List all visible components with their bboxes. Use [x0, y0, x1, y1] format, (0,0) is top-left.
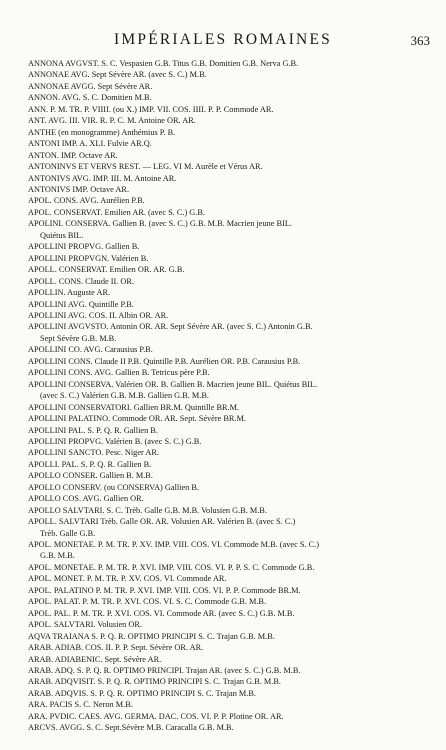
entry-line: APOLLINI AVGVSTO. Antonin OR. AR. Sept Sévère AR. (avec S. C.) Antonin G.B.	[28, 322, 313, 332]
entry-line: APOLLINI PROPVGN. Valérien B.	[28, 253, 149, 263]
entry-line: ARA. PACIS S. C. Neron M.B.	[28, 700, 133, 710]
entry-line: APOLL. CONS. Claude II. OR.	[28, 276, 135, 286]
entry-line: APOL. MONET. P. M. TR. P. XV. COS. VI. Commode AR.	[28, 574, 227, 584]
entry-line: APOLLO CONSER. Gallien B. M.B.	[28, 471, 153, 481]
entry-line: ARAB. ADIABENIC. Sept. Sévère AR.	[28, 654, 162, 664]
entry-line: APOLLINI CONS. Claude II P.B. Quintille P.B. Aurélien OR. P.B. Carausius P.B.	[28, 356, 301, 366]
entry-line: APOL. MONETAE. P. M. TR. P. XV. IMP. VIII. COS. VI. Commode M.B. (avec S. C.)	[28, 540, 319, 550]
entry-line: ARAB. ADQVISIT. S. P. Q. R. OPTIMO PRINCIPI S. C. Trajan G.B. M.B.	[28, 677, 281, 687]
entry-line: APOLINI. CONSERVA. Gallien B. (avec S. C.) G.B. M.B. Macrien jeune BIL.	[28, 219, 292, 229]
entry-line: ANNON. AVG. S. C. Domitien M.B.	[28, 93, 152, 103]
entry-line: G.B. M.B.	[40, 551, 75, 561]
entry-list	[28, 58, 436, 734]
page-header	[0, 30, 446, 50]
entry-line: ANTHE (en monogramme) Anthémius P. B.	[28, 127, 176, 137]
entry-line: APOLLINI PROPVG. Gallien B.	[28, 242, 140, 252]
entry-line: APOLLINI AVG. Quintille P.B.	[28, 299, 134, 309]
entry-line: APOLLO SALVTARI. S. C. Trèb. Galle G.B. M.B. Volusien G.B. M.B.	[28, 505, 267, 515]
page-number: 363	[410, 33, 430, 48]
entry-line: ANT. AVG. III. VIR. R. P. C. M. Antoine OR. AR.	[28, 116, 196, 126]
entry-line: ARCVS. AVGG. S. C. Sept.Sévère M.B. Caracalla G.B. M.B.	[28, 723, 234, 733]
entry-line: APOL. PALATINO P. M. TR. P. XVI. IMP. VIII. COS. VI. P. P. Commode BR.M.	[28, 585, 301, 595]
entry-line: ARA. PVDIC. CAES. AVG. GERMA. DAC. COS. VI. P. P. Plotine OR. AR.	[28, 711, 284, 721]
entry-line: Quiétus BIL.	[40, 230, 84, 240]
entry-line: ANN. P. M. TR. P. VIIII. (ou X.) IMP. VII. COS. IIII. P. P. Commode AR.	[28, 104, 274, 114]
entry-line: APOL. CONSERVAT. Emilien AR. (avec S. C.) G.B.	[28, 207, 205, 217]
entry-line: APOLLINI AVG. COS. II. Albin OR. AR.	[28, 310, 169, 320]
entry-line: ARAB. ADQ. S. P. Q. R. OPTIMO PRINCIPI. Trajan AR. (avec S. C.) G.B. M.B.	[28, 666, 301, 676]
entry-line: APOLLO COS. AVG. Gallien OR.	[28, 494, 144, 504]
entry-line: APOLLI. PAL. S. P. Q. R. Gallien B.	[28, 459, 152, 469]
entry-line: ANNONAE AVGG. Sept Sévère AR.	[28, 81, 153, 91]
entry-line: ANTON. IMP. Octave AR.	[28, 150, 118, 160]
entry-line: ANNONA AVGVST. S. C. Vespasien G.B. Titus G.B. Domitien G.B. Nerva G.B.	[28, 59, 299, 68]
entry-line: APOL. MONETAE. P. M. TR. P. XVI. IMP. VIII. COS. VI. P. P. S. C. Commode G.B.	[28, 562, 315, 572]
entry-line: ANTONINVS ET VERVS REST. — LEG. VI M. Aurèle et Vérus AR.	[28, 162, 263, 172]
entry-line: APOLLINI CONSERVA. Valérien OR. B. Gallien B. Macrien jeune BIL. Quiétus BIL.	[28, 379, 318, 389]
entry-line: APOLLINI PAL. S. P. Q. R. Gallien B.	[28, 425, 158, 435]
entry-line: APOLLINI PROPVG. Valérien B. (avec S. C.) G.B.	[28, 436, 202, 446]
entry-line: APOLLINI CO. AVG. Carausius P.B.	[28, 345, 153, 355]
entry-line: APOLLINI PALATINO. Commode OR. AR. Sept. Sévère BR.M.	[28, 414, 246, 424]
entry-line: APOLLIN. Auguste AR.	[28, 288, 111, 298]
entry-line: APOLL. SALVTARI Trèb. Galle OR. AR. Volusien AR. Valérien B. (avec S. C.)	[28, 517, 296, 527]
entry-line: APOLL. CONSERVAT. Emilien OR. AR. G.B.	[28, 265, 185, 275]
entry-line: APOL. PALAT. P. M. TR. P. XVI. COS. VI. S. C. Commode G.B. M.B.	[28, 597, 267, 607]
entry-line: (avec S. C.) Valérien G.B. M.B. Gallien G.B. M.B.	[40, 391, 209, 401]
entry-line: Sept Sévère G.B. M.B.	[40, 333, 117, 343]
entry-line: ARAB. ADQVIS. S. P. Q. R. OPTIMO PRINCIPI S. C. Trajan M.B.	[28, 688, 256, 698]
entry-line: APOLLO CONSERV. (ou CONSERVA) Gallien B.	[28, 482, 199, 492]
entry-line: ANNONAE AVG. Sept Sévère AR. (avec S. C.) M.B.	[28, 70, 207, 80]
entry-line: ANTONIVS AVG. IMP. III. M. Antoine AR.	[28, 173, 177, 183]
entry-line: ANTONIVS IMP. Octave AR.	[28, 184, 130, 194]
entry-line: APOLLINI SANCTO. Pesc. Niger AR.	[28, 448, 159, 458]
entry-line: APOL. PAL. P. M. TR. P. XVI. COS. VI. Commode AR. (avec S. C.) G.B. M.B.	[28, 608, 295, 618]
entry-line: Trèb. Galle G.B.	[40, 528, 96, 538]
entry-line: ARAB. ADIAB. COS. II. P. P. Sept. Sévère OR. AR.	[28, 643, 204, 653]
entry-line: APOL. CONS. AVG. Aurélien P.B.	[28, 196, 145, 206]
page-title: IMPÉRIALES ROMAINES	[114, 31, 332, 48]
entry-line: AQVA TRAIANA S. P. Q. R. OPTIMO PRINCIPI S. C. Trajan G.B. M.B.	[28, 631, 275, 641]
entry-line: APOLLINI CONS. AVG. Gallien B. Tetricus père P.B.	[28, 368, 210, 378]
entry-line: APOL. SALVTARI. Volusien OR.	[28, 620, 142, 630]
entry-line: APOLLINI CONSERVATORI. Gallien BR.M. Quintille BR.M.	[28, 402, 240, 412]
entry-line: ANTONI IMP. A. XLI. Fulvie AR.Q.	[28, 139, 152, 149]
